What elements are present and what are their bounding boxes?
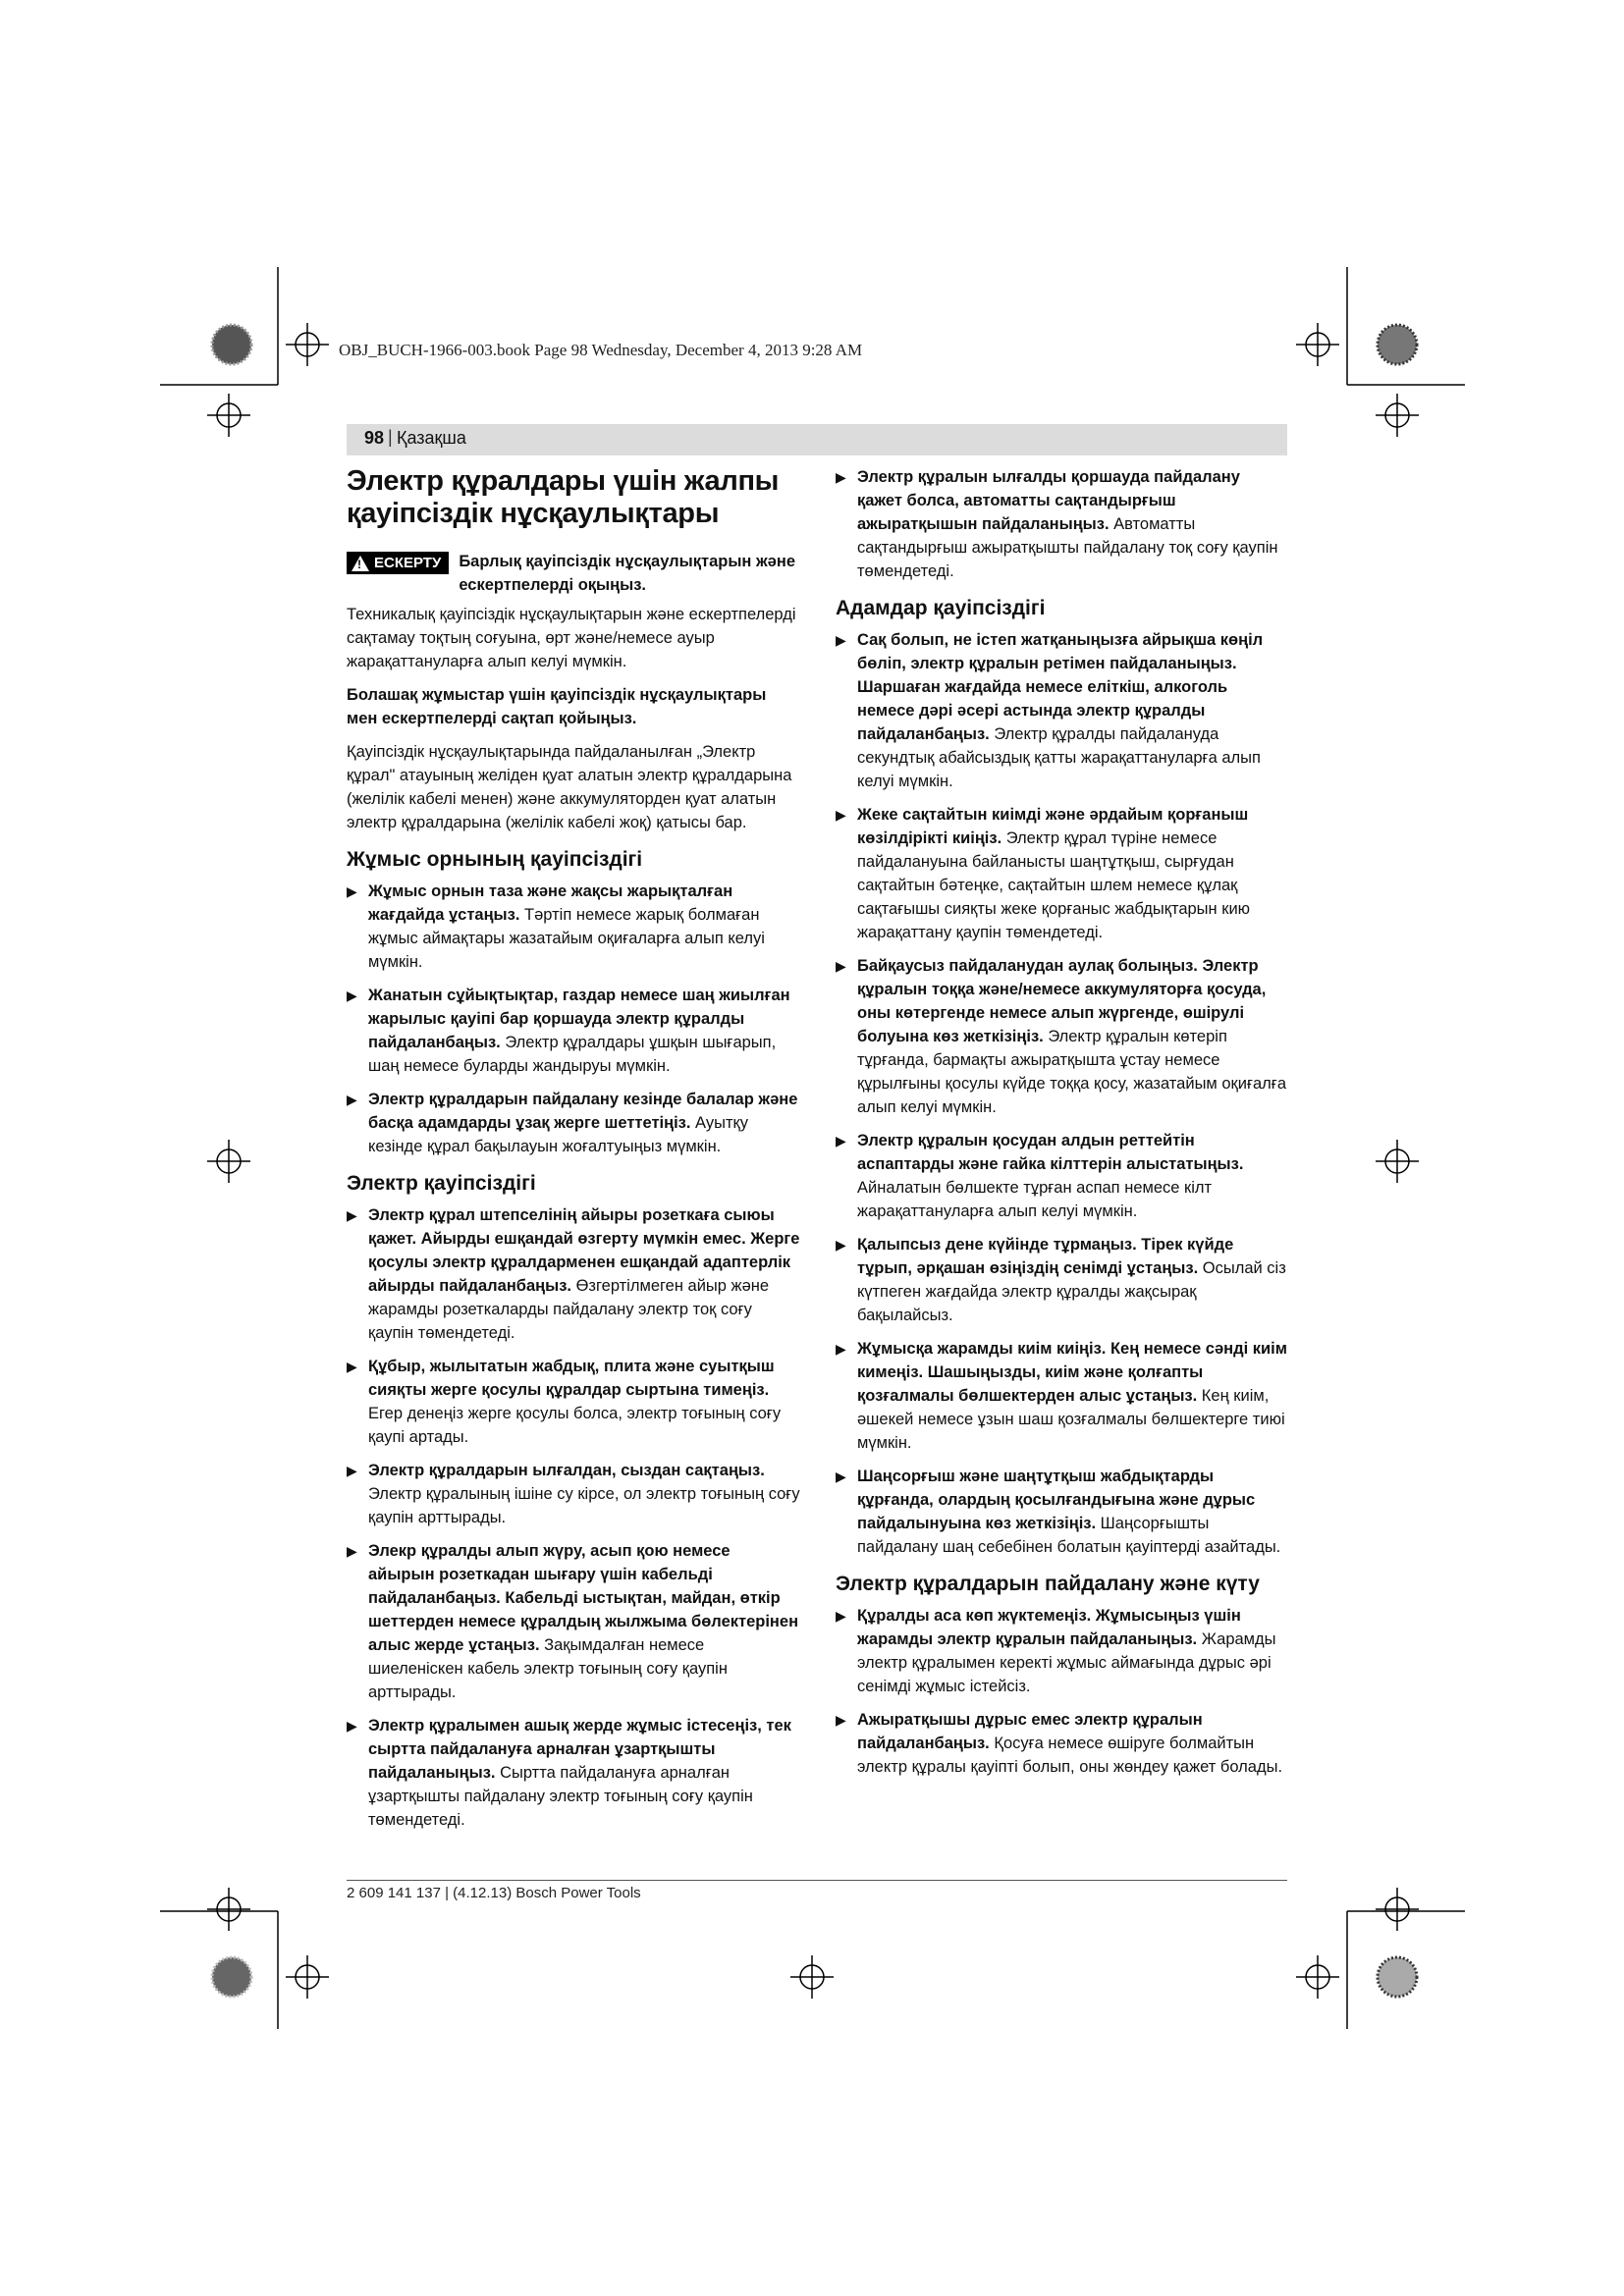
item-text: Автоматты сақтандырғыш ажыратқышты пайдалану тоқ соғу қаупін төмендетеді. xyxy=(857,515,1278,580)
item-text: Тәртіп немесе жарық болмаған жұмыс аймақтары жазатайым оқиғаларға алып келуі мүмкін. xyxy=(368,906,765,971)
bullet-arrow-icon: ▶ xyxy=(347,988,357,1003)
bullet-arrow-icon: ▶ xyxy=(836,958,846,974)
list-item xyxy=(836,1337,1287,1455)
item-text: Зақымдалған немесе шиеленіскен кабель электр тоғының соғу қаупін арттырады. xyxy=(368,1636,728,1701)
item-text: Электр құралының ішіне су кірсе, ол электр тоғының соғу қаупін арттырады. xyxy=(368,1485,800,1526)
warning-badge xyxy=(347,552,449,574)
item-bold-text: Электр құралымен ашық жерде жұмыс істесеңіз, тек сыртта пайдалануға арналған ұзартқышты пайдаланыңыз. xyxy=(368,1717,791,1782)
bullet-arrow-icon: ▶ xyxy=(347,1207,357,1223)
item-bold-text: Құбыр, жылытатын жабдық, плита және суытқыш сияқты жерге қосулы құралдар сыртына тимеңіз. xyxy=(368,1358,775,1399)
workplace-list xyxy=(347,880,800,1158)
footer-rule xyxy=(347,1880,1287,1881)
list-item xyxy=(347,1203,800,1345)
bullet-arrow-icon: ▶ xyxy=(836,1468,846,1484)
item-bold-text: Жанатын сұйықтықтар, газдар немесе шаң жиылған жарылыс қауіпі бар қоршауда электр құралды пайдаланбаңыз. xyxy=(368,987,790,1051)
list-item xyxy=(836,1233,1287,1327)
electrical-list-continued xyxy=(836,465,1287,583)
item-text: Айналатын бөлшекте тұрған аспап немесе кілт жарақаттануларға алып келуі мүмкін. xyxy=(857,1179,1213,1220)
section-heading-workplace: Жұмыс орнының қауіпсіздігі xyxy=(347,848,643,871)
item-text: Сыртта пайдалануға арналған ұзартқышты пайдалану электр тоғының соғу қаупін төмендетеді. xyxy=(368,1764,753,1829)
list-item xyxy=(347,880,800,974)
bullet-arrow-icon: ▶ xyxy=(347,1359,357,1374)
header-separator: | xyxy=(388,427,393,447)
item-bold-text: Электр құралдарын ылғалдан, сыздан сақтаңыз. xyxy=(368,1462,765,1479)
definition-paragraph: Қауіпсіздік нұсқаулықтарында пайдаланылған „Электр құрал" атауының желіден қуат алатын электр құралдарына (желілік кабелі менен) және аккумуляторден қуат алатын электр құралдарына (желілік кабелі жоқ) қатысы бар. xyxy=(347,743,792,831)
item-bold-text: Электр құралын қосудан алдын реттейтін аспаптарды және гайка кілттерін алыстатыңыз. xyxy=(857,1132,1244,1173)
item-text: Кең киім, әшекей немесе ұзын шаш қозғалмалы бөлшектерге тиюі мүмкін. xyxy=(857,1387,1285,1452)
intro-paragraph: Техникалық қауіпсіздік нұсқаулықтарын және ескертпелерді сақтамау тоқтың соғуына, өрт және/немесе ауыр жарақаттануларға алып келуі мүмкін. xyxy=(347,606,796,670)
item-bold-text: Жұмыс орнын таза және жақсы жарықталған жағдайда ұстаңыз. xyxy=(368,882,733,924)
item-text: Осылай сіз күтпеген жағдайда электр құралды жақсырақ бақылайсыз. xyxy=(857,1259,1286,1324)
item-text: Қосуға немесе өшіруге болмайтын электр құралы қауіпті болып, оны жөндеу қажет болады. xyxy=(857,1735,1283,1776)
item-bold-text: Электр құрал штепселінің айыры розеткаға сыюы қажет. Айырды ешқандай өзгерту мүмкін емес. Жерге қосулы электр құралдарменен ешқандай адаптерлік айырды пайдаланбаңыз. xyxy=(368,1206,800,1295)
item-bold-text: Құралды аса көп жүктемеңіз. Жұмысыңыз үшін жарамды электр құралын пайдаланыңыз. xyxy=(857,1607,1241,1648)
warning-triangle-icon xyxy=(352,556,369,571)
warning-block xyxy=(347,550,800,597)
item-text: Электр құралдары ұшқын шығарып, шаң немесе буларды жандыруы мүмкін. xyxy=(368,1034,777,1075)
item-bold-text: Байқаусыз пайдаланудан аулақ болыңыз. Электр құралын тоққа және/немесе аккумуляторға қосуда, оны көтергенде немесе алып жүргенде, өшірулі болуына көз жеткізіңіз. xyxy=(857,957,1267,1045)
bullet-arrow-icon: ▶ xyxy=(347,1092,357,1107)
item-text: Өзгертілмеген айыр және жарамды розеткаларды пайдалану электр тоқ соғу қаупін төмендетеді. xyxy=(368,1277,770,1342)
list-item xyxy=(347,1459,800,1529)
language-label: Қазақша xyxy=(397,428,466,448)
warning-text: Барлық қауіпсіздік нұсқаулықтарын және ескертпелерді оқыңыз. xyxy=(459,553,795,594)
list-item xyxy=(347,1088,800,1158)
list-item xyxy=(836,954,1287,1119)
section-heading-electrical: Электр қауіпсіздігі xyxy=(347,1172,536,1195)
list-item xyxy=(836,803,1287,944)
list-item xyxy=(347,1539,800,1704)
item-text: Шаңсорғышты пайдалану шаң себебінен болатын қауіптерді азайтады. xyxy=(857,1515,1281,1556)
bullet-arrow-icon: ▶ xyxy=(836,1133,846,1148)
item-bold-text: Жеке сақтайтын киімді және әрдайым қорғаныш көзілдірікті киіңіз. xyxy=(857,806,1249,847)
list-item xyxy=(347,984,800,1078)
bullet-arrow-icon: ▶ xyxy=(347,1463,357,1478)
bullet-arrow-icon: ▶ xyxy=(836,1608,846,1624)
item-text: Электр құралды пайдалануда секундтық абайсыздық қатты жарақаттануларға алып келуі мүмкін. xyxy=(857,725,1261,790)
item-bold-text: Ажыратқышы дұрыс емес электр құралын пайдаланбаңыз. xyxy=(857,1711,1203,1752)
item-bold-text: Электр құралын ылғалды қоршауда пайдалану қажет болса, автоматты сақтандырғыш ажыратқышын пайдаланыңыз. xyxy=(857,468,1240,533)
item-text: Электр құрал түріне немесе пайдалануына байланысты шаңтұтқыш, сырғудан сақтайтын бәтеңке, сақтайтын шлем немесе құлақ сақтағышы сияқты жеке қорғаныс жабдықтарын кию жарақаттану қаупін төмендетеді. xyxy=(857,829,1251,941)
item-text: Электр құралын көтеріп тұрғанда, бармақты ажыратқышта ұстау немесе құрылғыны қосулы күйде тоққа қосу, жазатайым оқиғалға алып келуі мүмкін. xyxy=(857,1028,1286,1116)
item-text: Егер денеңіз жерге қосулы болса, электр тоғының соғу қаупі артады. xyxy=(368,1405,782,1446)
list-item xyxy=(347,1714,800,1832)
bullet-arrow-icon: ▶ xyxy=(347,1718,357,1734)
bullet-arrow-icon: ▶ xyxy=(836,1341,846,1357)
page-number: 98 xyxy=(364,428,385,448)
keep-instructions-paragraph: Болашақ жұмыстар үшін қауіпсіздік нұсқаулықтары мен ескертпелерді сақтап қойыңыз. xyxy=(347,686,767,727)
item-text: Жарамды электр құралымен керекті жұмыс аймағында дұрыс әрі сенімді жұмыс істейсіз. xyxy=(857,1630,1276,1695)
bullet-arrow-icon: ▶ xyxy=(836,807,846,823)
item-bold-text: Электр құралдарын пайдалану кезінде балалар және басқа адамдарды ұзақ жерге шеттетіңіз. xyxy=(368,1091,798,1132)
bullet-arrow-icon: ▶ xyxy=(836,1237,846,1253)
item-bold-text: Элекр құралды алып жүру, асып қою немесе айырын розеткадан шығару үшін кабельді пайдаланбаңыз. Кабельді ыстықтан, майдан, өткір шеттерден немесе құралдың жылжыма бөлектерінен алыс жерде ұстаңыз. xyxy=(368,1542,799,1654)
item-text: Ауытқу кезінде құрал бақылауын жоғалтуыңыз мүмкін. xyxy=(368,1114,748,1155)
section-heading-use-care: Электр құралдарын пайдалану және күту xyxy=(836,1573,1260,1595)
page-title: Электр құралдары үшін жалпы қауіпсіздік нұсқаулықтары xyxy=(347,465,780,529)
item-bold-text: Жұмысқа жарамды киім киіңіз. Кең немесе сәнді киім кимеңіз. Шашыңызды, киім және қолғапты қозғалмалы бөлшектерден алыс ұстаңыз. xyxy=(857,1340,1287,1405)
bullet-arrow-icon: ▶ xyxy=(347,1543,357,1559)
list-item xyxy=(836,628,1287,793)
bullet-arrow-icon: ▶ xyxy=(347,883,357,899)
list-item xyxy=(836,1708,1287,1779)
electrical-list xyxy=(347,1203,800,1832)
left-column xyxy=(347,465,800,1842)
use-care-list xyxy=(836,1604,1287,1779)
list-item xyxy=(836,1465,1287,1559)
bullet-arrow-icon: ▶ xyxy=(836,1712,846,1728)
section-heading-personal: Адамдар қауіпсіздігі xyxy=(836,597,1046,619)
personal-safety-list xyxy=(836,628,1287,1559)
item-bold-text: Шаңсорғыш және шаңтұтқыш жабдықтарды құрғанда, олардың қосылғандығына және дұрыс пайдалынуына көз жеткізіңіз. xyxy=(857,1468,1256,1532)
file-info: OBJ_BUCH-1966-003.book Page 98 Wednesday, December 4, 2013 9:28 AM xyxy=(339,341,863,359)
list-item xyxy=(836,1129,1287,1223)
item-bold-text: Қалыпсыз дене күйінде тұрмаңыз. Тірек күйде тұрып, әрқашан өзіңіздің сенімді ұстаңыз. xyxy=(857,1236,1234,1277)
page-footer: 2 609 141 137 | (4.12.13) Bosch Power Tools xyxy=(347,1885,641,1901)
page-header xyxy=(347,424,1287,455)
warning-badge-label: ЕСКЕРТУ xyxy=(374,555,442,571)
bullet-arrow-icon: ▶ xyxy=(836,632,846,648)
list-item xyxy=(347,1355,800,1449)
list-item xyxy=(836,1604,1287,1698)
list-item xyxy=(836,465,1287,583)
right-column xyxy=(836,465,1287,1789)
item-bold-text: Сақ болып, не істеп жатқаныңызға айрықша көңіл бөліп, электр құралын ретімен пайдаланыңыз. Шаршаған жағдайда немесе еліткіш, алкоголь немесе дәрі әсері астында электр құралды пайдаланбаңыз. xyxy=(857,631,1264,743)
bullet-arrow-icon: ▶ xyxy=(836,469,846,485)
